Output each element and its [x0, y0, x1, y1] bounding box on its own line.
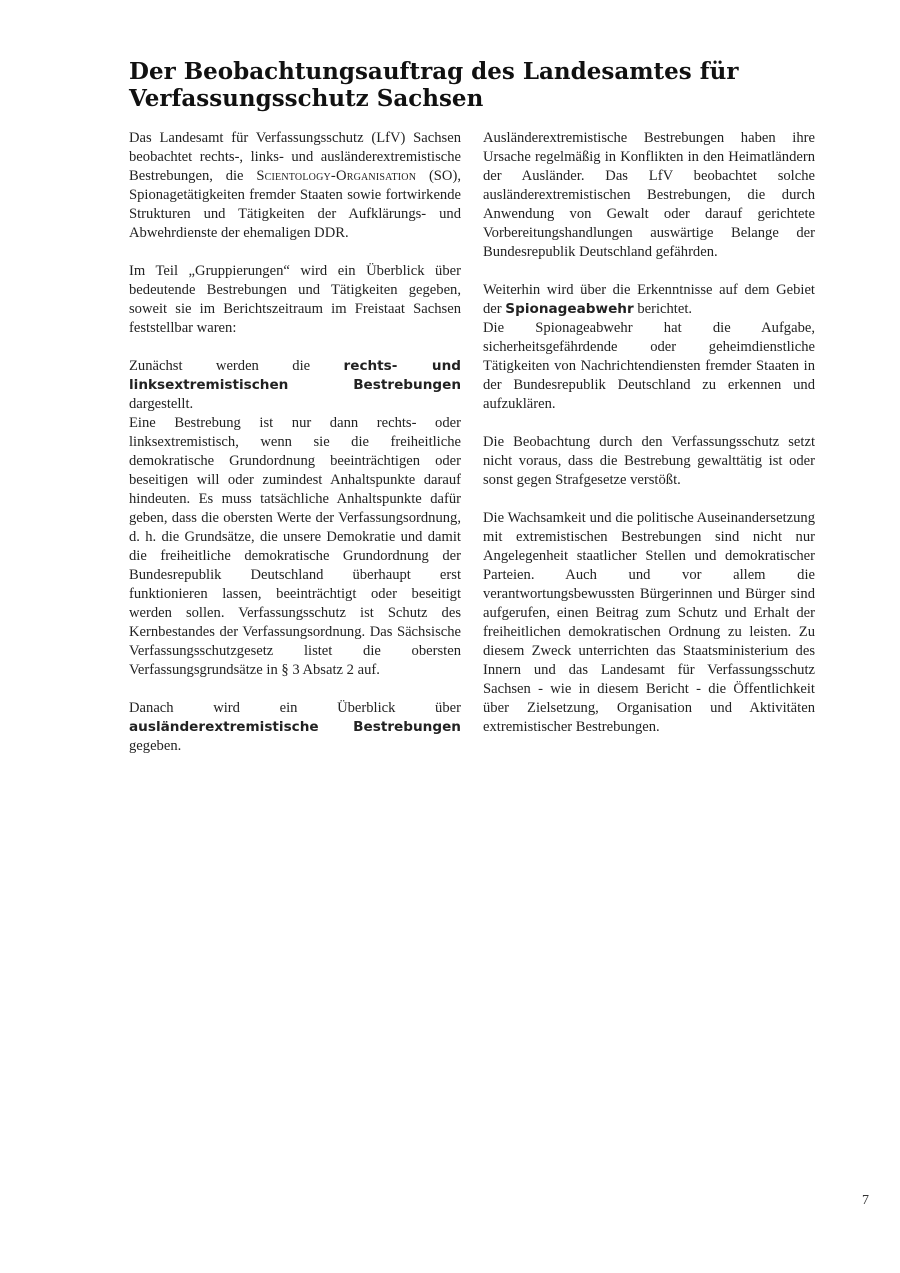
text-run: Danach wird ein Überblick über	[129, 700, 461, 716]
text-run: (SO), Spionagetätigkeiten fremder Staaten sowie fortwirkende Strukturen und Tätigkeiten der Aufklärungs- und Abwehrdienste der ehemaligen DDR.	[129, 168, 461, 241]
right-column	[483, 129, 815, 756]
bold-term: Spionageabwehr	[505, 301, 634, 317]
text-run: Zunächst werden die	[129, 358, 344, 374]
page-title: Der Beobachtungsauftrag des Landesamtes für Verfassungsschutz Sachsen	[129, 58, 739, 112]
paragraph-lfv-tasks	[129, 129, 461, 243]
paragraph-beobachtung: Die Beobachtung durch den Verfassungsschutz setzt nicht voraus, dass die Bestrebung gewalttätig ist oder sonst gegen Strafgesetze verstößt.	[483, 434, 815, 488]
text-run: dargestellt.	[129, 396, 194, 412]
text-run: Weiterhin wird über die Erkenntnisse auf dem Gebiet der	[483, 282, 815, 317]
paragraph-rechts-links-intro	[129, 357, 461, 414]
paragraph-gruppierungen: Im Teil „Gruppierungen“ wird ein Überblick über bedeutende Bestrebungen und Tätigkeiten gegeben, soweit sie im Berichtszeitraum im Freistaat Sachsen feststellbar waren:	[129, 263, 461, 336]
text-run: gegeben.	[129, 738, 182, 754]
page-number: 7	[862, 1193, 869, 1208]
text-run: Das Landesamt für Verfassungsschutz (LfV) Sachsen beobachtet rechts-, links- und ausländerextremistische Bestrebungen, die	[129, 130, 461, 184]
text-run: berichtet.	[633, 301, 693, 317]
small-caps-term: Scientology-Organisation	[256, 168, 417, 184]
paragraph-auslaender-intro	[129, 699, 461, 756]
paragraph-definition: Eine Bestrebung ist nur dann rechts- oder linksextremistisch, wenn sie die freiheitliche demokratische Grundordnung beeinträchtigen oder beseitigen will oder zumindest Anhaltspunkte darauf hindeuten. Es muss tatsächliche Anhaltspunkte dafür geben, dass die obersten Werte der Verfassungsordnung, d. h. die Grundsätze, die unsere Demokratie und damit die freiheitliche demokratische Grundordnung der Bundesrepublik Deutschland überhaupt erst funktionieren lassen, beeinträchtigt oder beseitigt werden sollen. Verfassungsschutz ist Schutz des Kernbestandes der Verfassungsordnung. Das Sächsische Verfassungsschutzgesetz listet die obersten Verfassungsgrundsätze in § 3 Absatz 2 auf.	[129, 415, 461, 678]
bold-term: rechts- und linksextremistischen Bestrebungen	[129, 358, 461, 393]
left-column	[129, 129, 461, 775]
paragraph-spionageabwehr-intro	[483, 281, 815, 319]
bold-term: ausländerextremistische Bestrebungen	[129, 719, 461, 735]
paragraph-auslaender: Ausländerextremistische Bestrebungen haben ihre Ursache regelmäßig in Konflikten in den Heimatländern der Ausländer. Das LfV beobachtet solche ausländerextremistischen Bestrebungen, die durch Anwendung von Gewalt oder darauf gerichtete Vorbereitungshandlungen auswärtige Belange der Bundesrepublik Deutschland gefährden.	[483, 130, 815, 260]
paragraph-spionageabwehr: Die Spionageabwehr hat die Aufgabe, sicherheitsgefährdende oder geheimdienstliche Tätigkeiten von Nachrichtendiensten fremder Staaten in der Bundesrepublik Deutschland zu erkennen und aufzuklären.	[483, 320, 815, 412]
paragraph-wachsamkeit: Die Wachsamkeit und die politische Auseinandersetzung mit extremistischen Bestrebungen sind nicht nur Angelegenheit staatlicher Stellen und demokratischer Parteien. Auch und vor allem die verantwortungsbewussten Bürgerinnen und Bürger sind aufgerufen, einen Beitrag zum Schutz und Erhalt der freiheitlichen demokratischen Ordnung zu leisten. Zu diesem Zweck unterrichten das Staatsministerium des Innern und das Landesamt für Verfassungsschutz Sachsen - wie in diesem Bericht - die Öffentlichkeit über Zielsetzung, Organisation und Aktivitäten extremistischer Bestrebungen.	[483, 510, 815, 735]
